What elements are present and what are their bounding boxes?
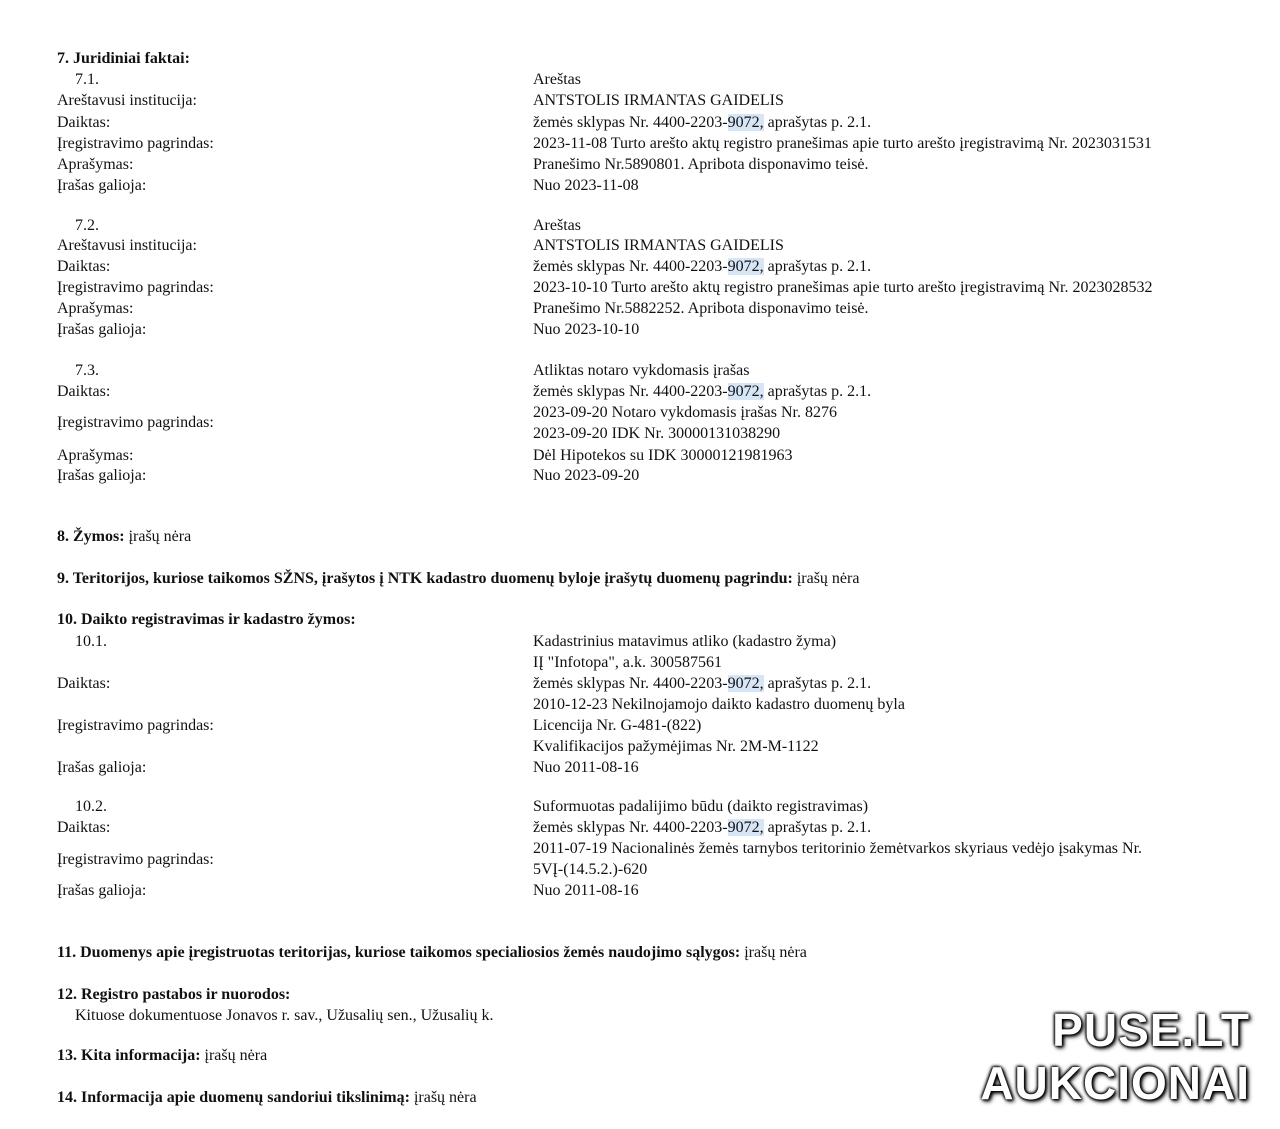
highlighted-number: 9072, xyxy=(727,383,764,400)
entry-10-2-item-label: Daiktas: xyxy=(57,819,111,836)
entry-7-3-number: 7.3. xyxy=(75,362,99,379)
entry-7-2-item-label: Daiktas: xyxy=(57,258,111,275)
entry-7-2-description: Pranešimo Nr.5882252. Apribota disponavimo teisė. xyxy=(533,300,869,317)
entry-10-2-valid: Nuo 2011-08-16 xyxy=(533,882,639,899)
entry-7-3-basis-label: Įregistravimo pagrindas: xyxy=(57,414,214,431)
entry-10-1-basis-2: Licencija Nr. G-481-(822) xyxy=(533,717,702,734)
entry-7-3-description-label: Aprašymas: xyxy=(57,447,134,464)
highlighted-number: 9072, xyxy=(727,819,764,836)
entry-10-2-basis-label: Įregistravimo pagrindas: xyxy=(57,851,214,868)
entry-10-1-company: IĮ "Infotopa", a.k. 300587561 xyxy=(533,654,723,671)
entry-7-3-type: Atliktas notaro vykdomasis įrašas xyxy=(533,362,750,379)
entry-7-3-basis-2: 2023-09-20 IDK Nr. 30000131038290 xyxy=(533,425,781,442)
entry-10-2-number: 10.2. xyxy=(75,798,107,815)
entry-7-1-item: žemės sklypas Nr. 4400-2203-9072, aprašytas p. 2.1. xyxy=(533,114,872,131)
entry-7-2-institution: ANTSTOLIS IRMANTAS GAIDELIS xyxy=(533,237,784,254)
entry-10-2-type: Suformuotas padalijimo būdu (daikto registravimas) xyxy=(533,798,869,815)
highlighted-number: 9072, xyxy=(727,675,764,692)
section-12-title: 12. Registro pastabos ir nuorodos: xyxy=(57,986,291,1003)
entry-10-1-basis-label: Įregistravimo pagrindas: xyxy=(57,717,214,734)
highlighted-number: 9072, xyxy=(727,114,764,131)
entry-7-1-item-label: Daiktas: xyxy=(57,114,111,131)
entry-10-1-item-label: Daiktas: xyxy=(57,675,111,692)
entry-7-1-basis-label: Įregistravimo pagrindas: xyxy=(57,135,214,152)
entry-10-1-item: žemės sklypas Nr. 4400-2203-9072, aprašytas p. 2.1. xyxy=(533,675,872,692)
entry-7-2-basis: 2023-10-10 Turto arešto aktų registro pranešimas apie turto arešto įregistravimą Nr. 2023028532 xyxy=(533,279,1153,296)
section-14: 14. Informacija apie duomenų sandoriui tikslinimą: įrašų nėra xyxy=(57,1089,477,1106)
entry-7-3-basis-1: 2023-09-20 Notaro vykdomasis įrašas Nr. 8276 xyxy=(533,404,837,421)
entry-7-3-item-label: Daiktas: xyxy=(57,383,111,400)
entry-10-1-basis-1: 2010-12-23 Nekilnojamojo daikto kadastro duomenų byla xyxy=(533,696,905,713)
entry-10-2-basis-2: 5VĮ-(14.5.2.)-620 xyxy=(533,861,648,878)
entry-7-2-basis-label: Įregistravimo pagrindas: xyxy=(57,279,214,296)
watermark-aukcionai: AUKCIONAI xyxy=(980,1057,1250,1109)
entry-7-2-type: Areštas xyxy=(533,217,581,234)
section-11: 11. Duomenys apie įregistruotas teritorijas, kuriose taikomos specialiosios žemės naudojimo sąlygos: įrašų nėra xyxy=(57,944,807,961)
entry-10-1-valid: Nuo 2011-08-16 xyxy=(533,759,639,776)
entry-7-1-description-label: Aprašymas: xyxy=(57,156,134,173)
entry-7-2-valid-label: Įrašas galioja: xyxy=(57,321,147,338)
entry-7-2-item: žemės sklypas Nr. 4400-2203-9072, aprašytas p. 2.1. xyxy=(533,258,872,275)
entry-7-1-valid-label: Įrašas galioja: xyxy=(57,177,147,194)
entry-7-3-description: Dėl Hipotekos su IDK 30000121981963 xyxy=(533,447,793,464)
highlighted-number: 9072, xyxy=(727,258,764,275)
watermark-puse-lt: PUSE.LT xyxy=(1052,1004,1250,1056)
entry-10-2-basis-1: 2011-07-19 Nacionalinės žemės tarnybos teritorinio žemėtvarkos skyriaus vedėjo įsakymas Nr. xyxy=(533,840,1143,857)
entry-10-1-basis-3: Kvalifikacijos pažymėjimas Nr. 2M-M-1122 xyxy=(533,738,819,755)
entry-7-3-valid-label: Įrašas galioja: xyxy=(57,467,147,484)
entry-7-1-description: Pranešimo Nr.5890801. Apribota disponavimo teisė. xyxy=(533,156,869,173)
entry-7-3-valid: Nuo 2023-09-20 xyxy=(533,467,640,484)
section-7-title: 7. Juridiniai faktai: xyxy=(57,50,190,67)
entry-7-1-institution-label: Areštavusi institucija: xyxy=(57,92,197,109)
entry-7-1-basis: 2023-11-08 Turto arešto aktų registro pranešimas apie turto arešto įregistravimą Nr. 2023031531 xyxy=(533,135,1152,152)
entry-7-2-description-label: Aprašymas: xyxy=(57,300,134,317)
entry-7-1-type: Areštas xyxy=(533,71,581,88)
section-13: 13. Kita informacija: įrašų nėra xyxy=(57,1047,268,1064)
entry-10-2-valid-label: Įrašas galioja: xyxy=(57,882,147,899)
entry-7-1-valid: Nuo 2023-11-08 xyxy=(533,177,639,194)
entry-7-2-institution-label: Areštavusi institucija: xyxy=(57,237,197,254)
entry-10-1-type: Kadastrinius matavimus atliko (kadastro žyma) xyxy=(533,633,837,650)
section-9: 9. Teritorijos, kuriose taikomos SŽNS, įrašytos į NTK kadastro duomenų byloje įrašytų duomenų pagrindu: įrašų nėra xyxy=(57,570,860,587)
entry-10-2-item: žemės sklypas Nr. 4400-2203-9072, aprašytas p. 2.1. xyxy=(533,819,872,836)
section-12-note: Kituose dokumentuose Jonavos r. sav., Užusalių sen., Užusalių k. xyxy=(75,1007,494,1024)
entry-10-1-valid-label: Įrašas galioja: xyxy=(57,759,147,776)
entry-10-1-number: 10.1. xyxy=(75,633,107,650)
entry-7-1-number: 7.1. xyxy=(75,71,99,88)
entry-7-2-number: 7.2. xyxy=(75,217,99,234)
entry-7-1-institution: ANTSTOLIS IRMANTAS GAIDELIS xyxy=(533,92,784,109)
section-10-title: 10. Daikto registravimas ir kadastro žymos: xyxy=(57,611,356,628)
section-8: 8. Žymos: įrašų nėra xyxy=(57,528,192,545)
entry-7-3-item: žemės sklypas Nr. 4400-2203-9072, aprašytas p. 2.1. xyxy=(533,383,872,400)
entry-7-2-valid: Nuo 2023-10-10 xyxy=(533,321,640,338)
